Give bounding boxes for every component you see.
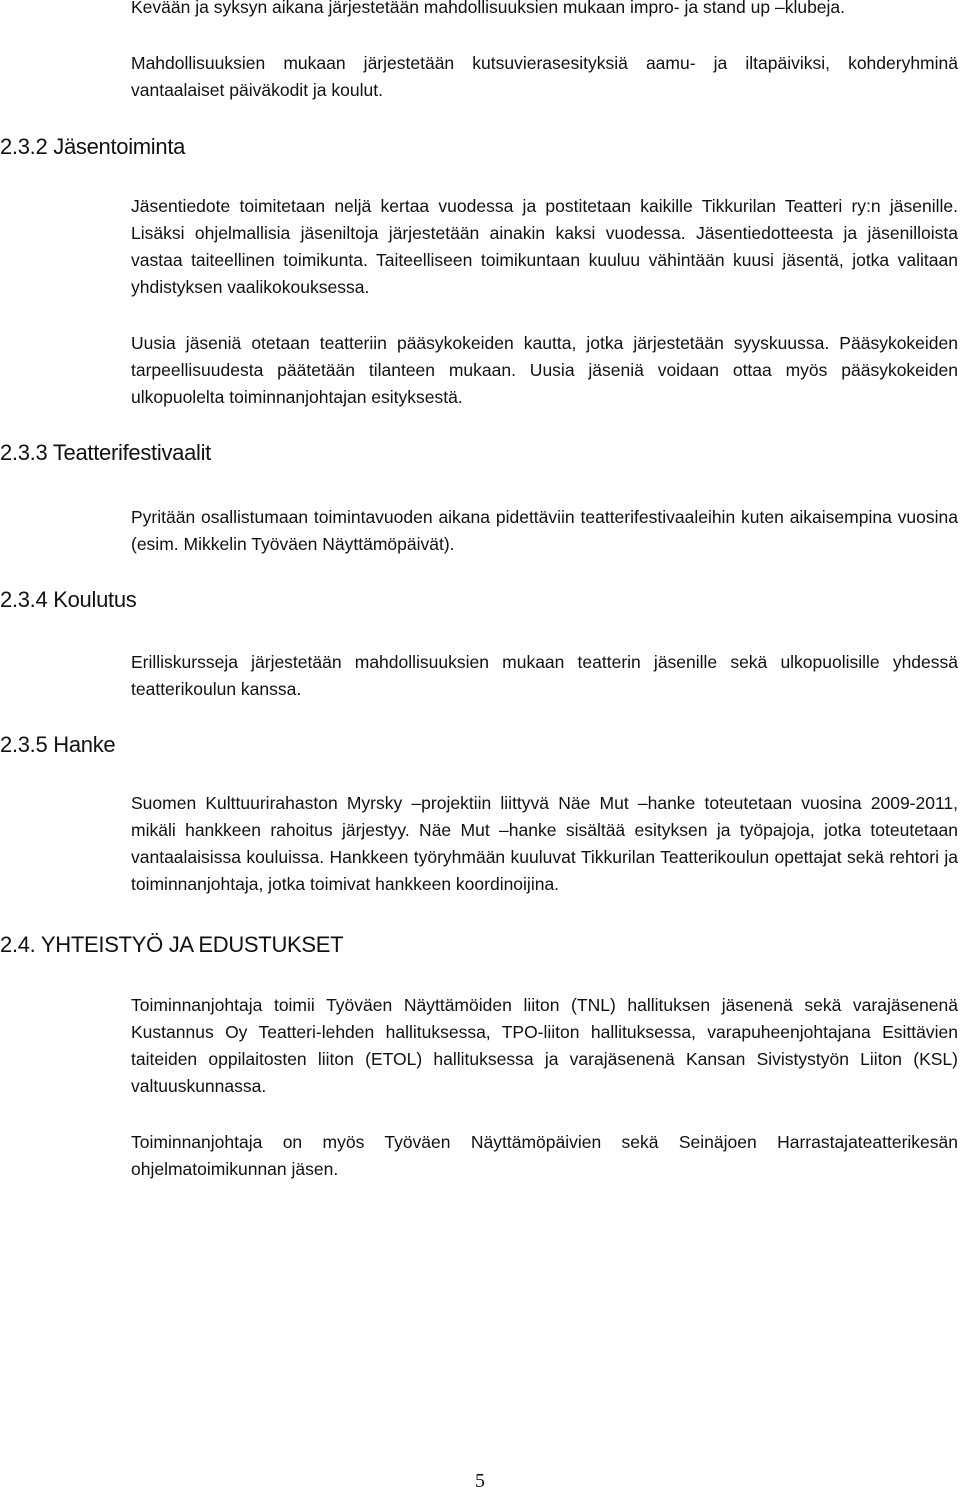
section-heading-koulutus: 2.3.4 Koulutus xyxy=(0,587,137,612)
intro-paragraph-1: Kevään ja syksyn aikana järjestetään mahdollisuuksien mukaan impro- ja stand up –klubeja. xyxy=(131,0,846,17)
section-heading-teatterifestivaalit: 2.3.3 Teatterifestivaalit xyxy=(0,440,211,465)
section-paragraph-yhteistyo-1: Toiminnanjohtaja toimii Työväen Näyttämöiden liiton (TNL) hallituksen jäsenenä sekä varajäsenenä Kustannus Oy Teatteri-lehden hallituksessa, TPO-liiton hallituksessa, varapuheenjohtajana Esittävien taiteiden oppilaitosten liiton (ETOL) hallituksessa ja varajäsenenä Kansan Sivistystyön Liiton (KSL) valtuuskunnassa. xyxy=(131,995,958,1096)
section-paragraph-jasentoiminta-1: Jäsentiedote toimitetaan neljä kertaa vuodessa ja postitetaan kaikille Tikkurilan Teatteri ry:n jäsenille. Lisäksi ohjelmallisia jäseniltoja järjestetään ainakin kaksi vuodessa. Jäsentiedotteesta ja jäsenilloista vastaa taiteellinen toimikunta. Taiteelliseen toimikuntaan kuuluu vähintään kuusi jäsentä, jotka valitaan yhdistyksen vaalikokouksessa. xyxy=(131,196,958,297)
section-paragraph-koulutus: Erilliskursseja järjestetään mahdollisuuksien mukaan teatterin jäsenille sekä ulkopuolisille yhdessä teatterikoulun kanssa. xyxy=(131,652,958,699)
section-heading-jasentoiminta: 2.3.2 Jäsentoiminta xyxy=(0,134,186,159)
section-paragraph-teatterifestivaalit: Pyritään osallistumaan toimintavuoden aikana pidettäviin teatterifestivaaleihin kuten aikaisempina vuosina (esim. Mikkelin Työväen Näyttämöpäivät). xyxy=(131,507,958,554)
section-heading-yhteistyo: 2.4. YHTEISTYÖ JA EDUSTUKSET xyxy=(0,932,344,957)
section-paragraph-jasentoiminta-2: Uusia jäseniä otetaan teatteriin pääsykokeiden kautta, jotka järjestetään syyskuussa. Pääsykokeiden tarpeellisuudesta päätetään tilanteen mukaan. Uusia jäseniä voidaan ottaa myös pääsykokeiden ulkopuolelta toiminnanjohtajan esityksestä. xyxy=(131,333,958,407)
section-paragraph-yhteistyo-2: Toiminnanjohtaja on myös Työväen Näyttämöpäivien sekä Seinäjoen Harrastajateatterikesän ohjelmatoimikunnan jäsen. xyxy=(131,1132,958,1179)
intro-paragraph-2: Mahdollisuuksien mukaan järjestetään kutsuvierasesityksiä aamu- ja iltapäiviksi, kohderyhminä vantaalaiset päiväkodit ja koulut. xyxy=(131,53,958,100)
section-paragraph-hanke: Suomen Kulttuurirahaston Myrsky –projektiin liittyvä Näe Mut –hanke toteutetaan vuosina 2009-2011, mikäli hankkeen rahoitus järjestyy. Näe Mut –hanke sisältää esityksen ja työpajoja, jotka toteutetaan vantaalaisissa kouluissa. Hankkeen työryhmään kuuluvat Tikkurilan Teatterikoulun opettajat sekä rehtori ja toiminnanjohtaja, jotka toimivat hankkeen koordinoijina. xyxy=(131,793,958,894)
page-number: 5 xyxy=(475,1470,485,1492)
section-heading-hanke: 2.3.5 Hanke xyxy=(0,732,116,757)
